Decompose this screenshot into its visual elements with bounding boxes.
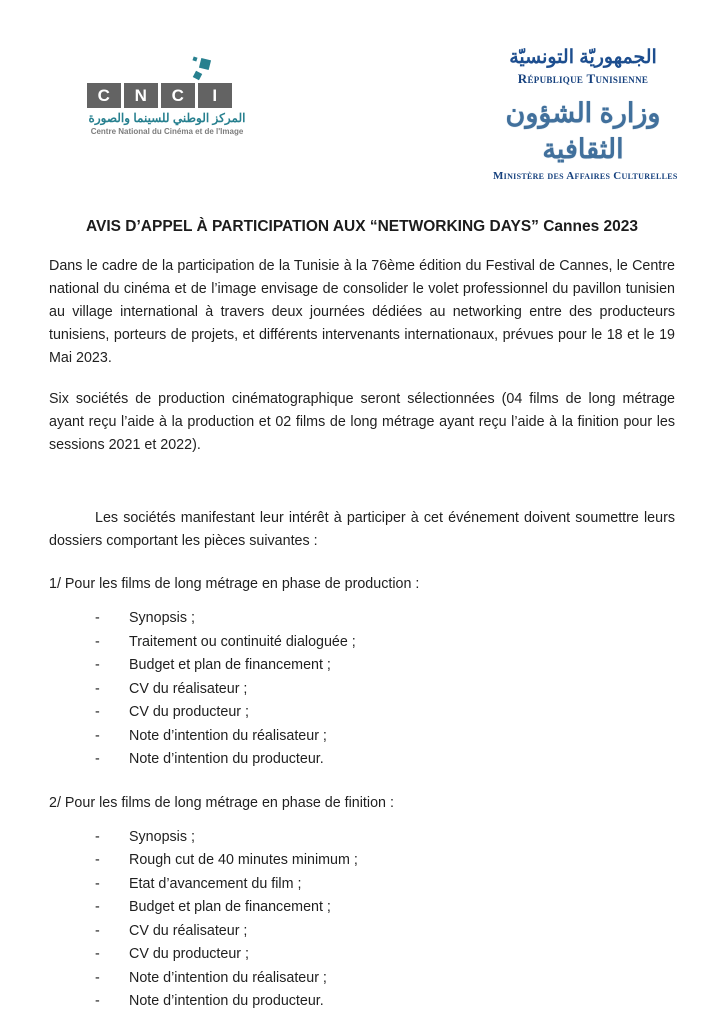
dash-bullet: -: [95, 946, 100, 962]
dash-bullet: -: [95, 751, 100, 767]
list-item: [49, 849, 675, 873]
list-item-label: CV du producteur ;: [129, 946, 250, 962]
list-item: [49, 967, 675, 991]
teal-square-icon: [193, 71, 202, 80]
production-documents-list: [49, 607, 675, 772]
section-heading-finition: 2/ Pour les films de long métrage en phase de finition :: [49, 794, 394, 811]
cnci-letter: I: [198, 83, 232, 108]
dash-bullet: -: [95, 852, 100, 868]
cnci-letter: N: [124, 83, 158, 108]
list-item-label: Traitement ou continuité dialoguée ;: [129, 633, 356, 650]
dash-bullet: -: [95, 875, 100, 892]
dash-bullet: -: [95, 657, 100, 673]
list-item-label: CV du réalisateur ;: [129, 680, 248, 697]
list-item: [49, 873, 675, 897]
list-item: [49, 678, 675, 702]
dash-bullet: -: [95, 993, 100, 1009]
dash-bullet: -: [95, 922, 100, 939]
dash-bullet: -: [95, 727, 100, 744]
list-item-label: Synopsis ;: [129, 828, 195, 845]
cnci-letter-boxes: [87, 83, 247, 108]
dash-bullet: -: [95, 633, 100, 650]
cnci-letter: C: [161, 83, 195, 108]
list-item-label: CV du réalisateur ;: [129, 922, 248, 939]
list-item: [49, 725, 675, 749]
cnci-arabic-name: المركز الوطني للسينما والصورة: [88, 111, 246, 125]
cnci-french-name: Centre National du Cinéma et de l'Image: [90, 127, 244, 136]
ministry-arabic-calligraphy: وزارة الشؤون الثقافية: [505, 98, 661, 164]
paragraph-selection: Six sociétés de production cinématographique seront sélectionnées (04 films de long métrage ayant reçu l’aide à la production et 02 films de long métrage ayant reçu l’aide à la finition pour les sessions 2021 et 2022).: [49, 391, 675, 453]
dash-bullet: -: [95, 899, 100, 915]
document-header: [49, 45, 678, 182]
dash-bullet: -: [95, 680, 100, 697]
page-title: AVIS D’APPEL À PARTICIPATION AUX “NETWORKING DAYS” Cannes 2023: [85, 218, 639, 235]
ministry-french-text: Ministère des Affaires Culturelles: [493, 170, 678, 182]
list-item: [49, 943, 675, 967]
list-item-label: Rough cut de 40 minutes minimum ;: [129, 852, 358, 868]
list-item-label: CV du producteur ;: [129, 704, 250, 720]
dash-bullet: -: [95, 969, 100, 986]
list-item-label: Synopsis ;: [129, 610, 195, 626]
list-item: [49, 701, 675, 725]
dash-bullet: -: [95, 828, 100, 845]
list-item: [49, 896, 675, 920]
list-item-label: Note d’intention du producteur.: [129, 751, 324, 767]
republic-french-text: République Tunisienne: [517, 71, 649, 86]
list-item-label: Budget et plan de financement ;: [129, 899, 331, 915]
republic-arabic-text: الجمهوريّة التونسيّة: [509, 47, 657, 68]
list-item-label: Etat d’avancement du film ;: [129, 875, 302, 892]
list-item-label: Note d’intention du réalisateur ;: [129, 727, 327, 744]
finition-documents-list: [49, 826, 675, 1014]
list-item: [49, 748, 675, 772]
list-item: [49, 607, 675, 631]
teal-square-icon: [199, 58, 211, 70]
list-item: [49, 920, 675, 944]
paragraph-intro: Dans le cadre de la participation de la Tunisie à la 76ème édition du Festival de Cannes, le Centre national du cinéma et de l’image envisage de consolider le volet professionnel du pavillon tunisien au village international à travers deux journées dédiées au networking entre des producteurs tunisiens, porteurs de projets, et différents intervenants internationaux, prévues pour le 18 et le 19 Mai 2023.: [49, 258, 675, 366]
dash-bullet: -: [95, 610, 100, 626]
list-item-label: Note d’intention du réalisateur ;: [129, 969, 327, 986]
list-item: [49, 631, 675, 655]
cnci-logo: [87, 55, 247, 136]
list-item: [49, 826, 675, 850]
section-heading-production: 1/ Pour les films de long métrage en phase de production :: [49, 576, 420, 592]
list-item-label: Note d’intention du producteur.: [129, 993, 324, 1009]
tunisia-government-logo: [493, 45, 678, 182]
cnci-pixels-icon: [87, 55, 247, 83]
teal-square-icon: [192, 56, 197, 61]
list-item: [49, 654, 675, 678]
dash-bullet: -: [95, 704, 100, 720]
paragraph-requirements: Les sociétés manifestant leur intérêt à participer à cet événement doivent soumettre leurs dossiers comportant les pièces suivantes :: [49, 510, 675, 549]
cnci-letter: C: [87, 83, 121, 108]
list-item: [49, 990, 675, 1014]
list-item-label: Budget et plan de financement ;: [129, 657, 331, 673]
